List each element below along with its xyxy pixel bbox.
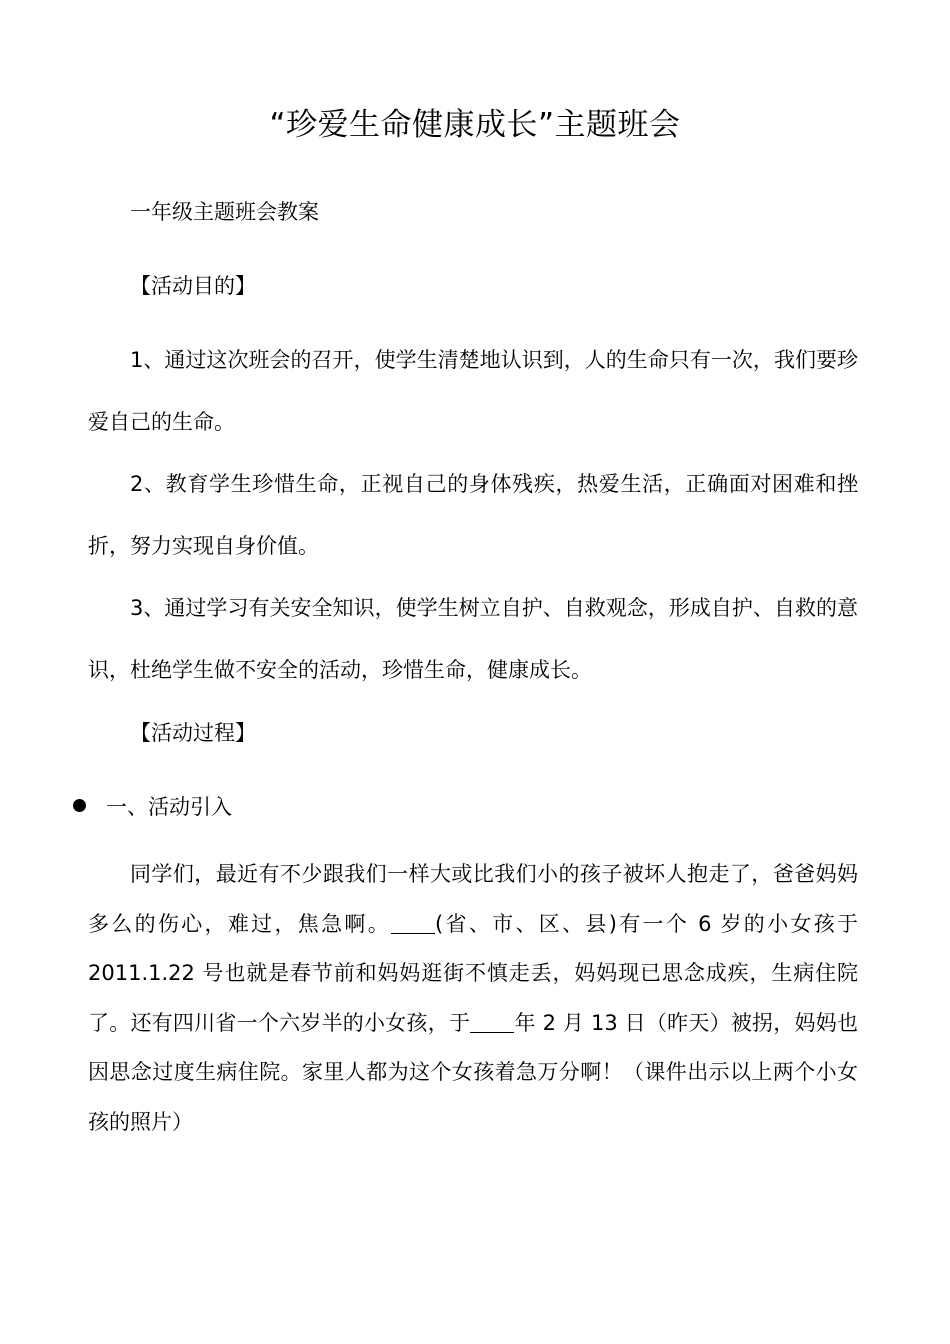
intro-paragraph xyxy=(88,850,858,1147)
purpose-item-3: 3、通过学习有关安全知识，使学生树立自护、自救观念，形成自护、自救的意识，杜绝学生做不安全的活动，珍惜生命，健康成长。 xyxy=(88,596,858,682)
subtitle: 一年级主题班会教案 xyxy=(130,200,319,224)
intro-text-part-2: (省、市、区、县)有一个 6 岁的小女孩于 2011.1.22 号也就是春节前和妈妈逛街不慎走丢，妈妈现已思念成疾，生病住院了。还有四川省一个六岁半的小女孩，于 xyxy=(88,911,858,1035)
bullet-icon xyxy=(73,799,86,812)
purpose-item-2: 2、教育学生珍惜生命，正视自己的身体残疾，热爱生活，正确面对困难和挫折，努力实现自身价值。 xyxy=(88,472,858,558)
blank-underline xyxy=(470,1008,514,1033)
section-heading-purpose: 【活动目的】 xyxy=(130,274,256,298)
document-title: “珍爱生命健康成长”主题班会 xyxy=(269,107,681,143)
intro-text-part-1: 同学们，最近有不少跟我们一样大或比我们小的孩子被坏人抱走了，爸爸妈妈多么的伤心，难过，焦急啊。 xyxy=(88,862,858,936)
intro-text-part-3: 年 2 月 13 日（昨天）被拐，妈妈也因思念过度生病住院。家里人都为这个女孩着急万分啊！（课件出示以上两个小女孩的照片） xyxy=(88,1010,858,1134)
blank-underline xyxy=(391,909,435,934)
section-heading-process: 【活动过程】 xyxy=(130,721,256,745)
step-heading: 一、活动引入 xyxy=(106,795,232,819)
purpose-item-1: 1、通过这次班会的召开，使学生清楚地认识到，人的生命只有一次，我们要珍爱自己的生命。 xyxy=(88,348,858,434)
